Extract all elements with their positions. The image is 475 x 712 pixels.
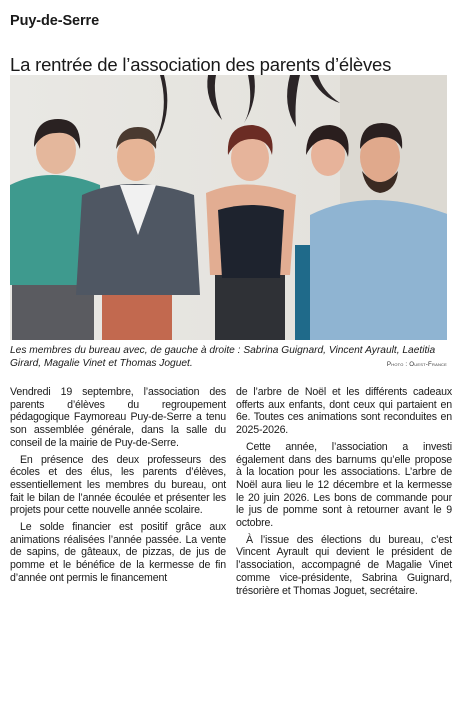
paragraph: Cette année, l’association a investi également dans des barnums qu’elle propose à la location pour les associations. L’arbre de Noël aura lieu le 12 décembre et la kermesse le 20 juin 2026. Les bons de commande pour le jus de pomme sont à retourner avant le 9 octobre. <box>236 440 452 530</box>
article-column-right <box>236 386 452 601</box>
paragraph: Vendredi 19 septembre, l’association des parents d’élèves du regroupement pédagogique Faymoreau Puy-de-Serre a tenu son assemblée générale, dans la salle du conseil de la mairie de Puy-de-Serre. <box>10 386 226 449</box>
paragraph: À l’issue des élections du bureau, c’est Vincent Ayrault qui devient le président de l’association, accompagné de Magalie Vinet comme vice-présidente, Sabrina Guignard, trésorière et Thomas Joguet, secrétaire. <box>236 533 452 597</box>
article-column-left <box>10 386 226 589</box>
group-photo <box>10 75 447 340</box>
article-kicker: Puy-de-Serre <box>10 13 100 29</box>
paragraph: En présence des deux professeurs des écoles et des élus, les parents d’élèves, essentiellement les membres du bureau, ont fait le bilan de l’année écoulée et présenter les projets pour cette nouvelle année scolaire. <box>10 453 226 517</box>
paragraph: Le solde financier est positif grâce aux animations réalisées l’année passée. La vente de sapins, de gâteaux, de pizzas, de jus de pomme et le bénéfice de la kermesse de fin d’année ont permis le financement <box>10 521 226 584</box>
photo-credit: Photo : Ouest-France <box>386 361 447 368</box>
paragraph: de l’arbre de Noël et les différents cadeaux offerts aux enfants, dont ceux qui partaient en 6e. Toutes ces animations sont reconduites en 2025-2026. <box>236 386 452 437</box>
article-headline: La rentrée de l’association des parents d’élèves <box>10 54 392 76</box>
photo-caption: Les membres du bureau avec, de gauche à droite : Sabrina Guignard, Vincent Ayrault, Laetitia Girard, Magalie Vinet et Thomas Joguet. <box>10 345 436 369</box>
